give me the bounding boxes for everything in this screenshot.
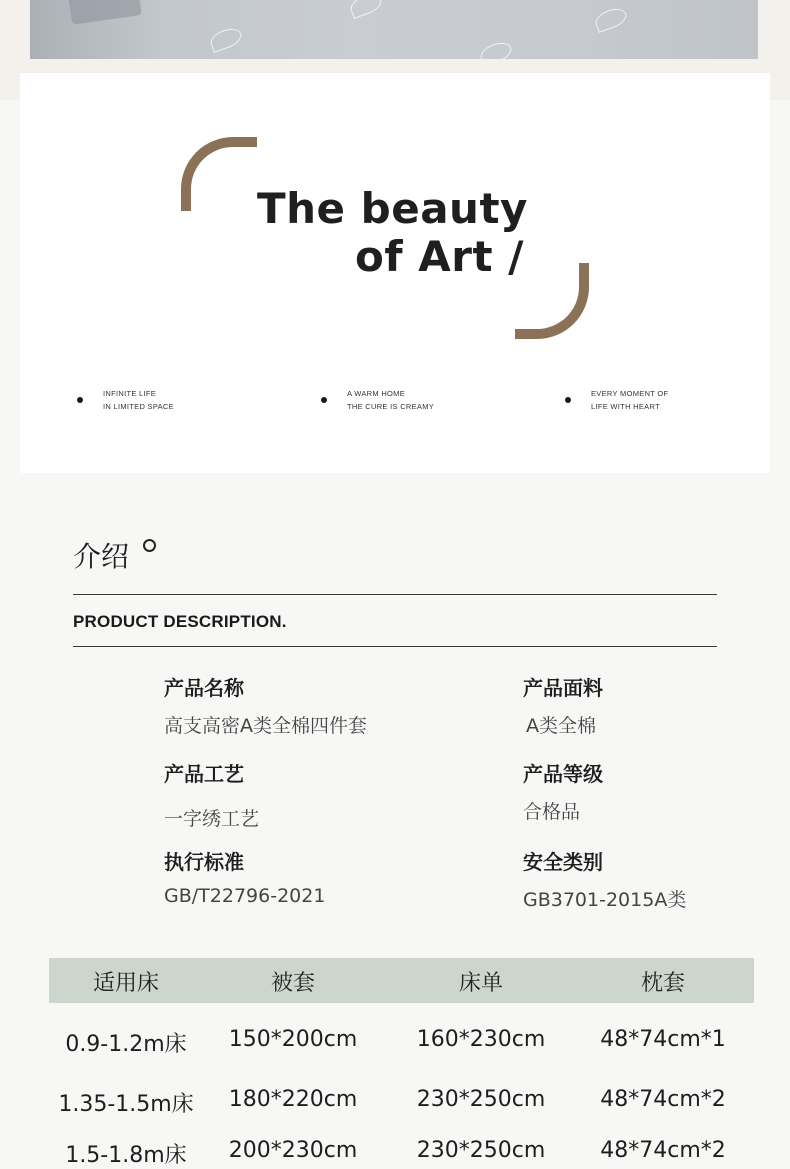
spec-value: A类全棉 [526,715,596,737]
tagline-1 [77,387,174,413]
product-photo [30,0,758,59]
spec-value: 一字绣工艺 [164,808,260,830]
tagline-line-2: LIFE WITH HEART [591,402,660,411]
leaf-pattern-icon [593,5,629,33]
table-header-bed: 适用床 [92,971,160,996]
table-cell: 160*230cm [416,1027,546,1052]
table-header-sheet: 床单 [458,971,504,996]
spec-key: 产品等级 [523,762,603,786]
spec-fabric [523,672,603,738]
table-header-duvet: 被套 [270,971,316,996]
spec-key: 执行标准 [164,850,244,874]
table-cell: 0.9-1.2m床 [65,1032,187,1057]
spec-value: 合格品 [523,801,581,823]
tagline-line-1: A WARM HOME [347,389,406,398]
spec-value: GB3701-2015A类 [523,889,687,911]
spec-value: GB/T22796-2021 [164,885,326,907]
divider-top [73,594,717,595]
table-cell: 48*74cm*2 [600,1138,726,1163]
leaf-pattern-icon [208,25,244,53]
product-description-heading: PRODUCT DESCRIPTION. [73,612,287,631]
spec-key: 安全类别 [523,850,603,874]
table-cell: 230*250cm [416,1138,546,1163]
divider-bottom [73,646,717,647]
spec-standard [164,846,325,907]
spec-craft [164,758,259,831]
spec-key: 产品名称 [164,676,244,700]
tagline-line-1: INFINITE LIFE [103,389,157,398]
bullet-dot-icon [77,397,83,403]
art-title-line-2: of Art / [355,232,525,281]
table-header-pillowcase: 枕套 [640,971,686,996]
spec-grade [523,758,603,824]
leaf-pattern-icon [348,0,384,19]
bullet-dot-icon [321,397,327,403]
intro-title: 介绍 [73,540,130,573]
spec-key: 产品面料 [523,676,603,700]
tagline-2 [321,387,434,413]
tagline-line-1: EVERY MOMENT OF [591,389,669,398]
leaf-pattern-icon [478,39,514,59]
degree-circle-icon [143,539,156,552]
table-cell: 230*250cm [416,1087,546,1112]
tagline-line-2: THE CURE IS CREAMY [347,402,435,411]
spec-key: 产品工艺 [164,762,244,786]
bullet-dot-icon [565,397,571,403]
table-cell: 180*220cm [228,1087,358,1112]
spec-safety-class [523,846,686,912]
spec-value: 高支高密A类全棉四件套 [164,715,367,737]
table-cell: 200*230cm [228,1138,358,1163]
table-cell: 150*200cm [228,1027,358,1052]
table-cell: 48*74cm*1 [600,1027,726,1052]
spec-product-name [164,672,367,738]
table-cell: 48*74cm*2 [600,1087,726,1112]
art-title-line-1: The beauty [257,184,528,233]
tagline-line-2: IN LIMITED SPACE [103,402,174,411]
tagline-3 [565,387,668,413]
table-cell: 1.5-1.8m床 [65,1143,187,1168]
table-cell: 1.35-1.5m床 [58,1092,194,1117]
photo-fold [68,0,141,25]
